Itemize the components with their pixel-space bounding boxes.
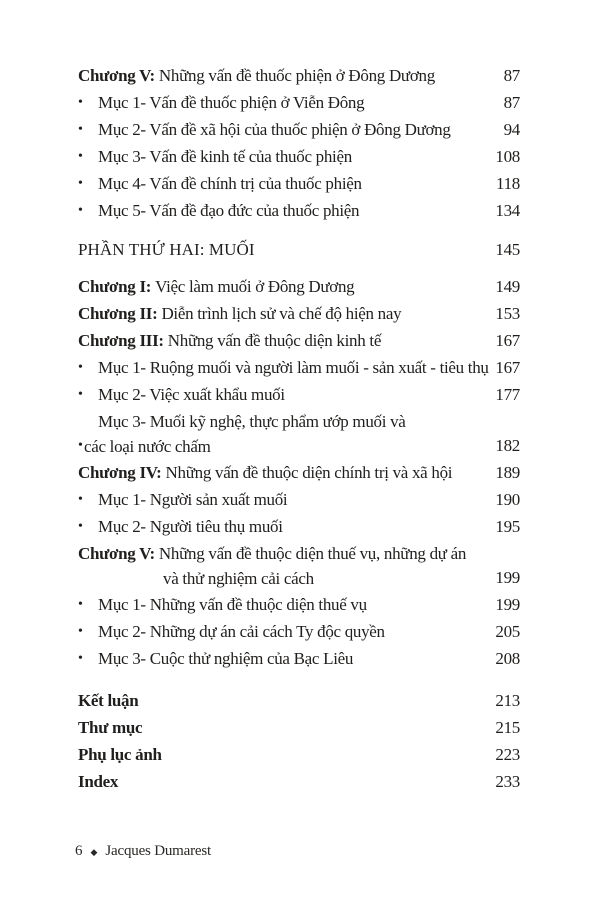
bullet-icon: •	[78, 149, 83, 164]
toc-entry-page: 195	[495, 517, 520, 536]
toc-entry	[78, 236, 520, 263]
toc-entry	[78, 354, 520, 381]
toc-entry-label: Chương I:	[78, 277, 152, 296]
toc-entry-title	[98, 513, 489, 540]
toc-entry	[78, 197, 520, 224]
toc-entry-title	[78, 327, 489, 354]
toc-entry-text-line2: và thử nghiệm cải cách	[163, 569, 314, 588]
toc-entry-page: 153	[495, 304, 520, 323]
bullet-icon: •	[78, 492, 83, 507]
toc-entry	[78, 459, 520, 486]
toc-entry-text: Mục 1- Vấn đề thuốc phiện ở Viễn Đông	[98, 93, 365, 112]
toc-entry-text: Mục 2- Những dự án cải cách Ty độc quyền	[98, 622, 385, 641]
toc-entry-text: Kết luận	[78, 691, 139, 710]
toc-entry-text: Mục 4- Vấn đề chính trị của thuốc phiện	[98, 174, 362, 193]
toc-entry-title	[84, 408, 489, 459]
toc-entry-page: 149	[495, 277, 520, 296]
toc-entry-title	[78, 687, 489, 714]
toc-entry-page: 199	[495, 595, 520, 614]
bullet-icon: •	[78, 122, 83, 137]
toc-entry-title	[98, 486, 489, 513]
toc-entry-title	[98, 591, 489, 618]
toc-entry	[78, 116, 520, 143]
toc-entry-page: 167	[495, 331, 520, 350]
bullet-icon: •	[78, 360, 83, 375]
toc-entry-page: 177	[495, 385, 520, 404]
toc-entry-page: 213	[495, 691, 520, 710]
toc-entry-page: 118	[496, 174, 520, 193]
toc-entry-text: Mục 2- Việc xuất khẩu muối	[98, 385, 285, 404]
toc-entry-page: 145	[495, 240, 520, 259]
toc-entry-title	[78, 62, 498, 89]
toc-entry-title	[98, 116, 498, 143]
toc-entry-page: 205	[495, 622, 520, 641]
toc-entry	[78, 687, 520, 714]
toc-entry-page: 94	[503, 120, 520, 139]
toc-entry-text: Những vấn đề thuộc diện thuế vụ, những dự án	[158, 544, 467, 563]
toc-entry-text-line2: các loại nước chấm	[84, 437, 211, 456]
toc-entry-text: Những vấn đề thuốc phiện ở Đông Dương	[158, 66, 435, 85]
toc-entry-page: 190	[495, 490, 520, 509]
bullet-icon: •	[78, 95, 83, 110]
toc-entry-text: Mục 2- Người tiêu thụ muối	[98, 517, 283, 536]
toc-entry	[78, 618, 520, 645]
bullet-icon: •	[78, 597, 83, 612]
toc-entry-page: 87	[503, 93, 520, 112]
toc-entry-text: Mục 1- Người sản xuất muối	[98, 490, 288, 509]
toc-entry	[78, 513, 520, 540]
toc-entry	[78, 540, 520, 591]
toc-entry-text: Mục 5- Vấn đề đạo đức của thuốc phiện	[98, 201, 360, 220]
toc-entry-title	[78, 714, 489, 741]
bullet-icon: •	[78, 519, 83, 534]
toc-entry-title	[78, 300, 489, 327]
bullet-icon: •	[78, 624, 83, 639]
toc-entry-page: 208	[495, 649, 520, 668]
toc-entry-title	[78, 236, 489, 263]
toc-entry	[78, 327, 520, 354]
toc-entry	[78, 591, 520, 618]
toc-entry-page: 215	[495, 718, 520, 737]
toc-entry-label: Chương III:	[78, 331, 164, 350]
toc-entry-text: Mục 3- Muối kỹ nghệ, thực phẩm ướp muối và	[98, 412, 406, 431]
toc-entry-title	[98, 143, 489, 170]
toc-entry	[78, 300, 520, 327]
bullet-icon: •	[78, 203, 83, 218]
toc-entry-text: Thư mục	[78, 718, 143, 737]
toc-entry-title	[98, 170, 490, 197]
toc-entry-page: 108	[495, 147, 520, 166]
toc-entry-page: 233	[495, 772, 520, 791]
toc-entry	[78, 143, 520, 170]
toc-entry-label: Chương II:	[78, 304, 158, 323]
page-footer	[75, 843, 211, 860]
footer-page-number: 6	[75, 843, 83, 859]
table-of-contents	[78, 62, 520, 795]
toc-entry-page: 167	[495, 358, 520, 377]
toc-entry-text: Mục 1- Những vấn đề thuộc diện thuế vụ	[98, 595, 367, 614]
toc-entry-title	[98, 89, 498, 116]
toc-entry-page: 189	[495, 463, 520, 482]
toc-entry	[78, 714, 520, 741]
toc-entry-title	[98, 381, 489, 408]
bullet-icon: •	[78, 651, 83, 666]
toc-entry-page: 199	[495, 568, 520, 587]
toc-entry-page: 182	[495, 436, 520, 455]
toc-entry-text: Mục 3- Cuộc thử nghiệm của Bạc Liêu	[98, 649, 354, 668]
toc-entry-page: 87	[503, 66, 520, 85]
toc-entry-text: Mục 2- Vấn đề xã hội của thuốc phiện ở Đông Dương	[98, 120, 451, 139]
toc-entry	[78, 62, 520, 89]
bullet-icon: •	[78, 387, 83, 402]
toc-entry-page: 223	[495, 745, 520, 764]
toc-entry-text: Index	[78, 772, 119, 791]
toc-entry-title	[98, 618, 489, 645]
toc-entry-text: Mục 3- Vấn đề kinh tế của thuốc phiện	[98, 147, 352, 166]
toc-entry	[78, 486, 520, 513]
toc-entry-text: Mục 1- Ruộng muối và người làm muối - sản xuất - tiêu thụ	[98, 358, 489, 377]
toc-entry	[78, 381, 520, 408]
toc-entry-title	[98, 197, 489, 224]
toc-entry-text: Phụ lục ảnh	[78, 745, 162, 764]
toc-entry	[78, 741, 520, 768]
toc-entry-title	[98, 354, 489, 381]
toc-entry	[78, 273, 520, 300]
toc-entry-title	[78, 540, 489, 591]
toc-entry	[78, 645, 520, 672]
toc-entry-label: Chương V:	[78, 544, 155, 563]
toc-entry	[78, 170, 520, 197]
toc-entry	[78, 89, 520, 116]
toc-entry-text: Những vấn đề thuộc diện chính trị và xã hội	[165, 463, 453, 482]
toc-entry-title	[78, 741, 489, 768]
toc-entry-text: Những vấn đề thuộc diện kinh tế	[167, 331, 382, 350]
bullet-icon: •	[78, 438, 83, 453]
toc-entry-label: Chương IV:	[78, 463, 162, 482]
toc-entry	[78, 768, 520, 795]
bullet-icon: •	[78, 176, 83, 191]
toc-entry-title	[78, 273, 489, 300]
toc-entry-title	[78, 768, 489, 795]
toc-entry	[78, 408, 520, 459]
footer-author: Jacques Dumarest	[105, 843, 211, 859]
toc-entry-text: PHẦN THỨ HAI: MUỐI	[78, 240, 255, 259]
toc-entry-text: Diễn trình lịch sử và chế độ hiện nay	[161, 304, 402, 323]
toc-entry-text: Việc làm muối ở Đông Dương	[155, 277, 355, 296]
toc-entry-title	[98, 645, 489, 672]
toc-entry-label: Chương V:	[78, 66, 155, 85]
diamond-icon: ◆	[90, 847, 98, 857]
toc-entry-page: 134	[495, 201, 520, 220]
toc-entry-title	[78, 459, 489, 486]
